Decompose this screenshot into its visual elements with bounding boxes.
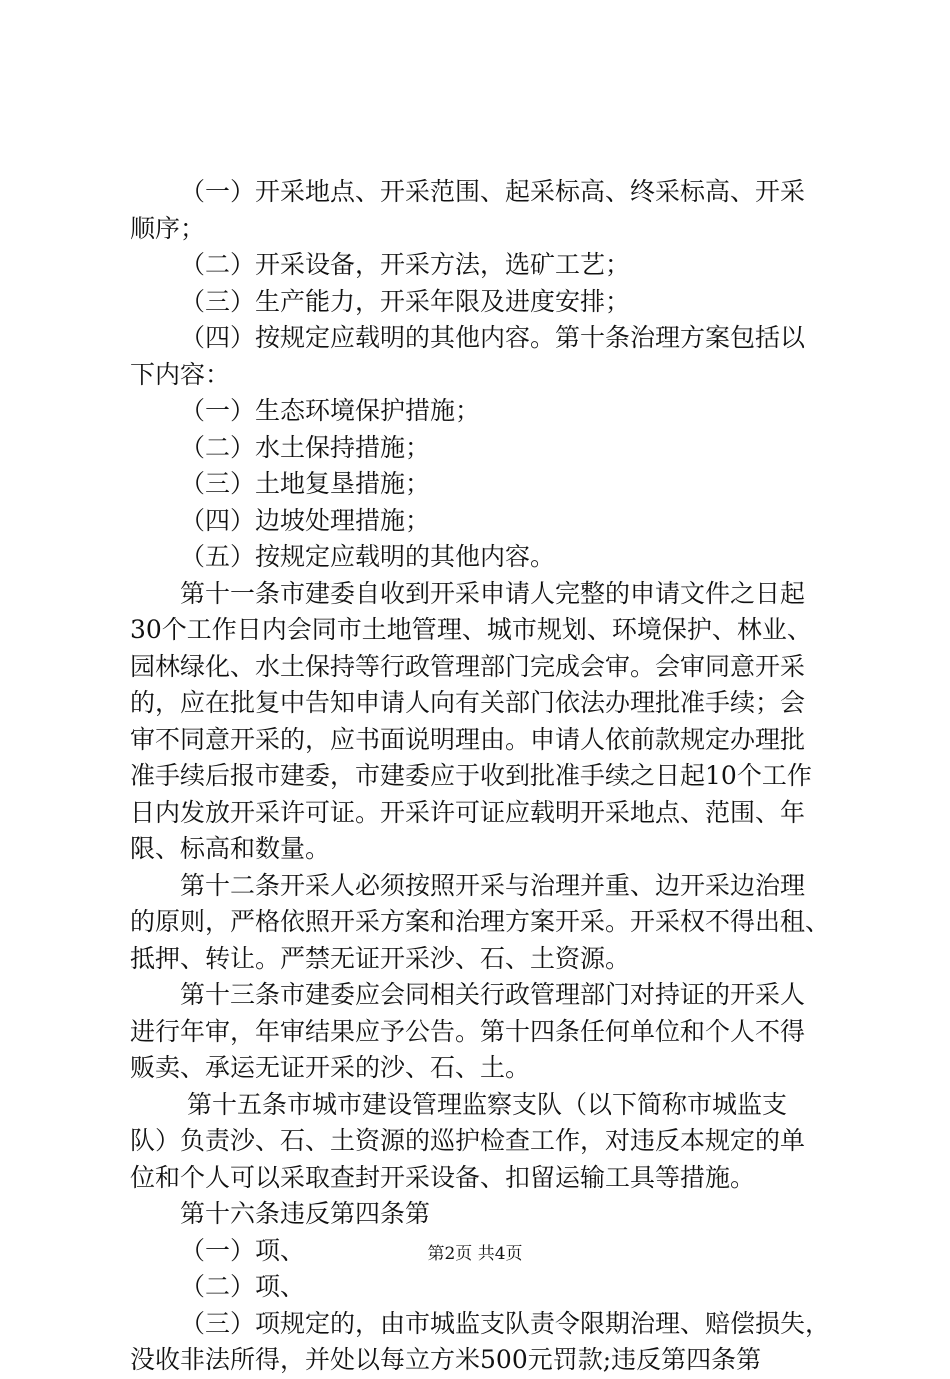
text-line: 位和个人可以采取查封开采设备、扣留运输工具等措施。 — [130, 1162, 756, 1192]
text-line: 下内容： — [130, 359, 231, 389]
text-line: （一）生态环境保护措施； — [180, 396, 481, 425]
text-line: 贩卖、承运无证开采的沙、石、土。 — [130, 1053, 531, 1082]
text-line: 日内发放开采许可证。开采许可证应载明开采地点、范围、年 — [130, 797, 806, 827]
text-line: 第十五条市城市建设管理监察支队（以下简称市城监支 — [187, 1089, 788, 1119]
text-line: 第十三条市建委应会同相关行政管理部门对持证的开采人 — [180, 980, 806, 1009]
text-line: 队）负责沙、石、土资源的巡护检查工作，对违反本规定的单 — [130, 1126, 806, 1155]
text-line: 第十二条开采人必须按照开采与治理并重、边开采边治理 — [180, 870, 806, 900]
text-line: （三）项规定的，由市城监支队责令限期治理、赔偿损失， — [180, 1308, 831, 1338]
text-line: （三）土地复垦措施； — [180, 469, 431, 498]
text-line: 的，应在批复中告知申请人向有关部门依法办理批准手续；会 — [130, 688, 806, 717]
text-line: （五）按规定应载明的其他内容。 — [180, 542, 556, 571]
text-line: 没收非法所得，并处以每立方米500元罚款;违反第四条第 — [130, 1345, 762, 1374]
text-line: 30个工作日内会同市土地管理、城市规划、环境保护、林业、 — [130, 615, 812, 644]
text-line: 审不同意开采的，应书面说明理由。申请人依前款规定办理批 — [130, 724, 806, 754]
text-line: 进行年审，年审结果应予公告。第十四条任何单位和个人不得 — [130, 1016, 806, 1046]
text-line: 抵押、转让。严禁无证开采沙、石、土资源。 — [130, 943, 631, 973]
text-line: 顺序； — [130, 213, 206, 243]
text-line: 限、标高和数量。 — [130, 834, 331, 863]
text-line: （二）水土保持措施； — [180, 432, 431, 462]
text-line: 园林绿化、水土保持等行政管理部门完成会审。会审同意开采 — [130, 651, 806, 681]
text-line: 第十六条违反第四条第 — [180, 1199, 431, 1228]
text-line: （二）开采设备，开采方法，选矿工艺； — [180, 250, 631, 279]
text-line: （四）按规定应载明的其他内容。第十条治理方案包括以 — [180, 323, 806, 352]
text-line: （四）边坡处理措施； — [180, 505, 431, 535]
page-number-footer: 第2页 共4页 — [427, 1244, 523, 1264]
text-line: （三）生产能力，开采年限及进度安排； — [180, 286, 631, 316]
text-line: 第十一条市建委自收到开采申请人完整的申请文件之日起 — [180, 578, 806, 608]
text-line: 准手续后报市建委，市建委应于收到批准手续之日起10个工作 — [130, 761, 812, 790]
text-line: （二）项、 — [180, 1272, 306, 1301]
text-line: （一）项、 — [180, 1235, 306, 1265]
document-body — [130, 174, 830, 1379]
text-line: 的原则，严格依照开采方案和治理方案开采。开采权不得出租、 — [130, 907, 831, 936]
text-line: （一）开采地点、开采范围、起采标高、终采标高、开采 — [180, 177, 806, 206]
